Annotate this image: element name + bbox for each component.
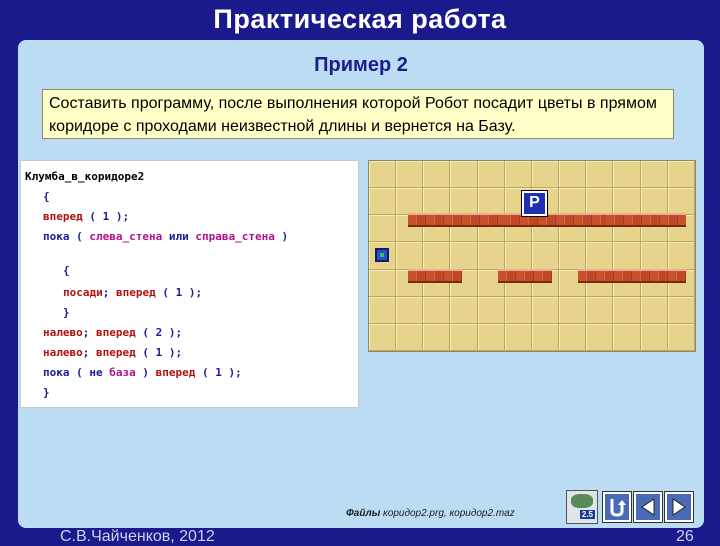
code-line-9: пока ( не база ) вперед ( 1 ); — [43, 366, 242, 379]
field-cell — [613, 188, 640, 215]
field-cell — [478, 161, 505, 188]
field-cell — [641, 297, 668, 324]
field-cell — [613, 297, 640, 324]
code-line-6: } — [63, 306, 70, 319]
field-cell — [559, 161, 586, 188]
code-line-3: пока ( слева_стена или справа_стена ) — [43, 230, 289, 243]
prev-arrow-icon[interactable] — [634, 492, 662, 522]
field-cell — [668, 324, 695, 351]
field-cell — [423, 242, 450, 269]
field-cell — [532, 161, 559, 188]
code-line-10: } — [43, 386, 50, 399]
field-cell — [450, 324, 477, 351]
field-cell — [586, 297, 613, 324]
program-listing — [20, 160, 359, 408]
field-cell — [369, 188, 396, 215]
wall-top-middle — [502, 213, 608, 227]
field-cell — [532, 297, 559, 324]
next-arrow-icon[interactable] — [665, 492, 693, 522]
field-cell — [450, 161, 477, 188]
field-cell — [532, 242, 559, 269]
field-cell — [586, 161, 613, 188]
slide-title: Практическая работа — [213, 4, 507, 34]
kumir-app-icon[interactable]: 2.5 — [566, 490, 598, 524]
code-line-7: налево; вперед ( 2 ); — [43, 326, 183, 339]
field-cell — [505, 324, 532, 351]
field-cell — [478, 242, 505, 269]
task-description: Составить программу, после выполнения которой Робот посадит цветы в прямом коридоре с проходами неизвестной длины и вернется на Базу. — [42, 89, 674, 139]
robot-field — [368, 160, 696, 352]
field-cell — [559, 242, 586, 269]
field-cell — [505, 242, 532, 269]
field-cell — [478, 324, 505, 351]
field-cell — [396, 297, 423, 324]
wall-bottom-3 — [578, 269, 686, 283]
field-cell — [369, 161, 396, 188]
author-footer: С.В.Чайченков, 2012 — [60, 528, 215, 545]
code-line-1: { — [43, 190, 50, 203]
robot-icon — [375, 248, 389, 262]
field-cell — [641, 324, 668, 351]
field-cell — [396, 161, 423, 188]
field-cell — [478, 297, 505, 324]
program-name: Клумба_в_коридоре2 — [25, 170, 145, 183]
field-cell — [505, 297, 532, 324]
field-cell — [586, 188, 613, 215]
field-cell — [668, 297, 695, 324]
field-cell — [613, 161, 640, 188]
field-cell — [559, 188, 586, 215]
field-cell — [423, 324, 450, 351]
field-cell — [396, 188, 423, 215]
return-icon[interactable] — [603, 492, 631, 522]
field-cell — [423, 161, 450, 188]
field-cell — [559, 324, 586, 351]
field-cell — [641, 242, 668, 269]
field-cell — [559, 297, 586, 324]
field-cell — [505, 161, 532, 188]
field-cell — [586, 242, 613, 269]
field-cell — [586, 324, 613, 351]
field-cell — [369, 297, 396, 324]
code-line-4: { — [63, 264, 70, 277]
field-cell — [369, 270, 396, 297]
base-marker: P — [522, 191, 547, 216]
field-cell — [423, 297, 450, 324]
field-cell — [668, 161, 695, 188]
page-number: 26 — [676, 528, 694, 545]
field-cell — [369, 215, 396, 242]
field-cell — [450, 297, 477, 324]
code-line-8: налево; вперед ( 1 ); — [43, 346, 183, 359]
field-cell — [369, 324, 396, 351]
wall-bottom-2 — [498, 269, 552, 283]
files-value: коридор2.prg, коридор2.maz — [383, 508, 515, 519]
field-cell — [668, 188, 695, 215]
field-cell — [613, 324, 640, 351]
field-cell — [396, 242, 423, 269]
field-cell — [641, 188, 668, 215]
field-cell — [478, 188, 505, 215]
field-cell — [450, 188, 477, 215]
code-line-5: посади; вперед ( 1 ); — [63, 286, 203, 299]
wall-bottom-1 — [408, 269, 462, 283]
field-cell — [450, 242, 477, 269]
field-cell — [641, 161, 668, 188]
files-label: Файлы — [346, 508, 381, 519]
field-cell — [532, 324, 559, 351]
field-cell — [396, 324, 423, 351]
field-cell — [668, 242, 695, 269]
content-panel — [18, 40, 704, 528]
wall-top-right — [606, 213, 686, 227]
code-line-2: вперед ( 1 ); — [43, 210, 130, 223]
field-cell — [423, 188, 450, 215]
files-info — [346, 508, 515, 519]
example-subtitle: Пример 2 — [314, 54, 408, 76]
field-cell — [613, 242, 640, 269]
wall-top-left — [408, 213, 514, 227]
